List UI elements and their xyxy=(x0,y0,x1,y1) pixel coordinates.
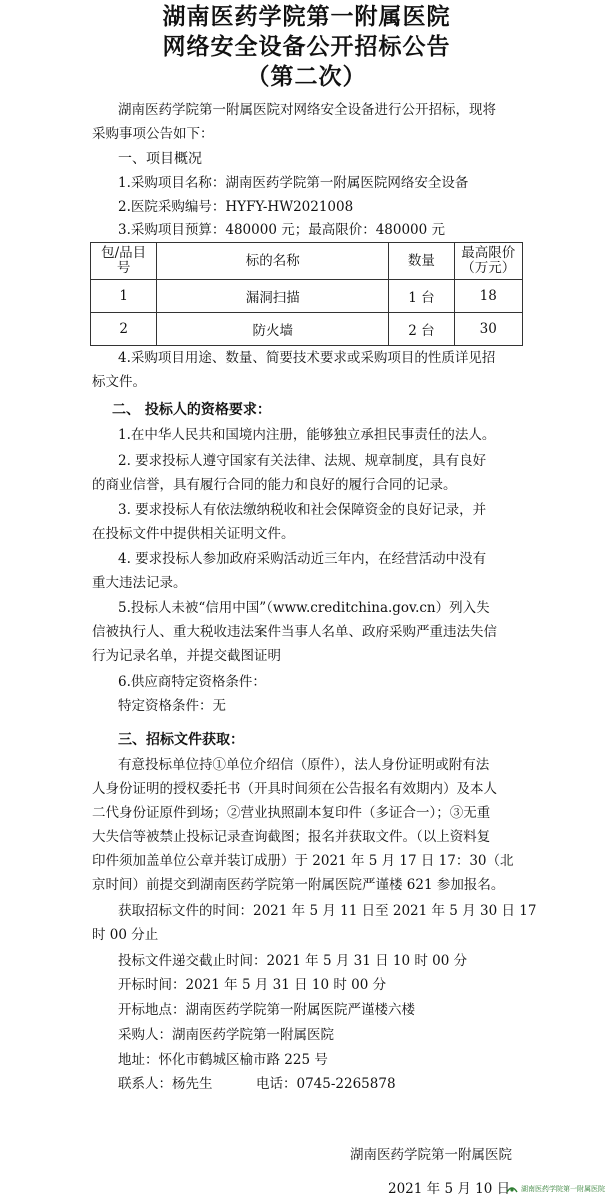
project-name: 1.采购项目名称：湖南医药学院第一附属医院网络安全设备 xyxy=(118,175,469,191)
project-budget: 3.采购项目预算：480000 元；最高限价：480000 元 xyxy=(118,222,446,238)
submission-deadline: 投标文件递交截止时间：2021 年 5 月 31 日 10 时 00 分 xyxy=(118,953,468,969)
requirement-3-line2: 在投标文件中提供相关证明文件。 xyxy=(92,526,295,542)
cell-quantity: 1 台 xyxy=(389,280,454,313)
cell-price: 18 xyxy=(454,280,522,313)
hospital-logo-icon xyxy=(506,1184,518,1194)
requirement-2-line2: 的商业信誉，具有履行合同的能力和良好的履行合同的记录。 xyxy=(92,477,457,493)
purchaser: 采购人：湖南医药学院第一附属医院 xyxy=(118,1027,334,1043)
registration-line3: 二代身份证原件到场；②营业执照副本复印件（多证合一）；③无重 xyxy=(92,805,491,821)
requirement-5-line2: 信被执行人、重大税收违法案件当事人名单、政府采购严重违法失信 xyxy=(92,624,497,640)
cell-no: 1 xyxy=(91,280,157,313)
cell-price: 30 xyxy=(454,313,522,346)
document-period-line1: 获取招标文件的时间：2021 年 5 月 11 日至 2021 年 5 月 30 日 17 xyxy=(118,903,537,919)
cell-name: 漏洞扫描 xyxy=(157,280,389,313)
table-row xyxy=(91,280,523,313)
requirement-5-line1: 5.投标人未被“信用中国”（www.creditchina.gov.cn）列入失 xyxy=(118,600,490,616)
address: 地址：怀化市鹤城区榆市路 225 号 xyxy=(118,1052,328,1068)
table-row xyxy=(91,313,523,346)
requirement-6-detail: 特定资格条件：无 xyxy=(118,698,226,714)
lot-table xyxy=(90,242,523,346)
signature-date: 2021 年 5 月 10 日 xyxy=(388,1181,511,1197)
section3-heading: 三、招标文件获取： xyxy=(118,732,244,748)
intro-line2: 采购事项公告如下： xyxy=(92,126,214,142)
table-header-row xyxy=(91,243,523,280)
cell-no: 2 xyxy=(91,313,157,346)
cell-name: 防火墙 xyxy=(157,313,389,346)
requirement-4-line1: 4. 要求投标人参加政府采购活动近三年内，在经营活动中没有 xyxy=(118,551,487,567)
cell-quantity: 2 台 xyxy=(389,313,454,346)
opening-place: 开标地点：湖南医药学院第一附属医院严谨楼六楼 xyxy=(118,1002,415,1018)
registration-line4: 大失信等被禁止投标记录查询截图；报名并获取文件。（以上资料复 xyxy=(92,829,491,845)
requirement-4-line2: 重大违法记录。 xyxy=(92,575,187,591)
notice-title-line2: 网络安全设备公开招标公告 xyxy=(162,34,451,60)
header-quantity: 数量 xyxy=(389,243,454,280)
requirement-1: 1.在中华人民共和国境内注册，能够独立承担民事责任的法人。 xyxy=(118,427,496,443)
registration-line5: 印件须加盖单位公章并装订成册）于 2021 年 5 月 17 日 17：30（北 xyxy=(92,853,514,869)
document-period-line2: 时 00 分止 xyxy=(92,927,159,943)
purpose-line1: 4.采购项目用途、数量、简要技术要求或采购项目的性质详见招 xyxy=(118,350,496,366)
header-price-line1: 最高限价 xyxy=(461,245,516,261)
notice-title-line1: 湖南医药学院第一附属医院 xyxy=(162,4,451,30)
registration-line1: 有意投标单位持①单位介绍信（原件），法人身份证明或附有法 xyxy=(118,757,490,773)
requirement-2-line1: 2. 要求投标人遵守国家有关法律、法规、规章制度，具有良好 xyxy=(118,453,487,469)
section2-heading: 二、 投标人的资格要求： xyxy=(112,402,271,418)
watermark-text: 湖南医药学院第一附属医院 xyxy=(521,1185,605,1193)
header-package xyxy=(91,243,157,280)
requirement-5-line3: 行为记录名单，并提交截图证明 xyxy=(92,648,281,664)
header-price xyxy=(454,243,522,280)
procurement-number: 2.医院采购编号：HYFY-HW2021008 xyxy=(118,199,354,215)
requirement-3-line1: 3. 要求投标人有依法缴纳税收和社会保障资金的良好记录，并 xyxy=(118,502,487,518)
signature-org: 湖南医药学院第一附属医院 xyxy=(350,1147,512,1163)
opening-time: 开标时间：2021 年 5 月 31 日 10 时 00 分 xyxy=(118,977,387,993)
notice-title-line3: （第二次） xyxy=(246,64,367,90)
purpose-line2: 标文件。 xyxy=(92,374,146,390)
registration-line6: 京时间）前提交到湖南医药学院第一附属医院严谨楼 621 参加报名。 xyxy=(92,877,505,893)
site-watermark xyxy=(506,1184,605,1194)
registration-line2: 人身份证明的授权委托书（开具时间须在公告报名有效期内）及本人 xyxy=(92,781,497,797)
requirement-6: 6.供应商特定资格条件： xyxy=(118,674,266,690)
header-package-line1: 包/品目 xyxy=(101,245,147,261)
section1-heading: 一、项目概况 xyxy=(118,151,202,167)
contact-phone: 电话：0745-2265878 xyxy=(256,1076,396,1092)
intro-line1: 湖南医药学院第一附属医院对网络安全设备进行公开招标，现将 xyxy=(118,102,496,118)
header-name: 标的名称 xyxy=(157,243,389,280)
contact-person: 联系人：杨先生 xyxy=(118,1076,213,1092)
header-package-line2: 号 xyxy=(116,260,131,276)
header-price-line2: （万元） xyxy=(461,260,516,276)
